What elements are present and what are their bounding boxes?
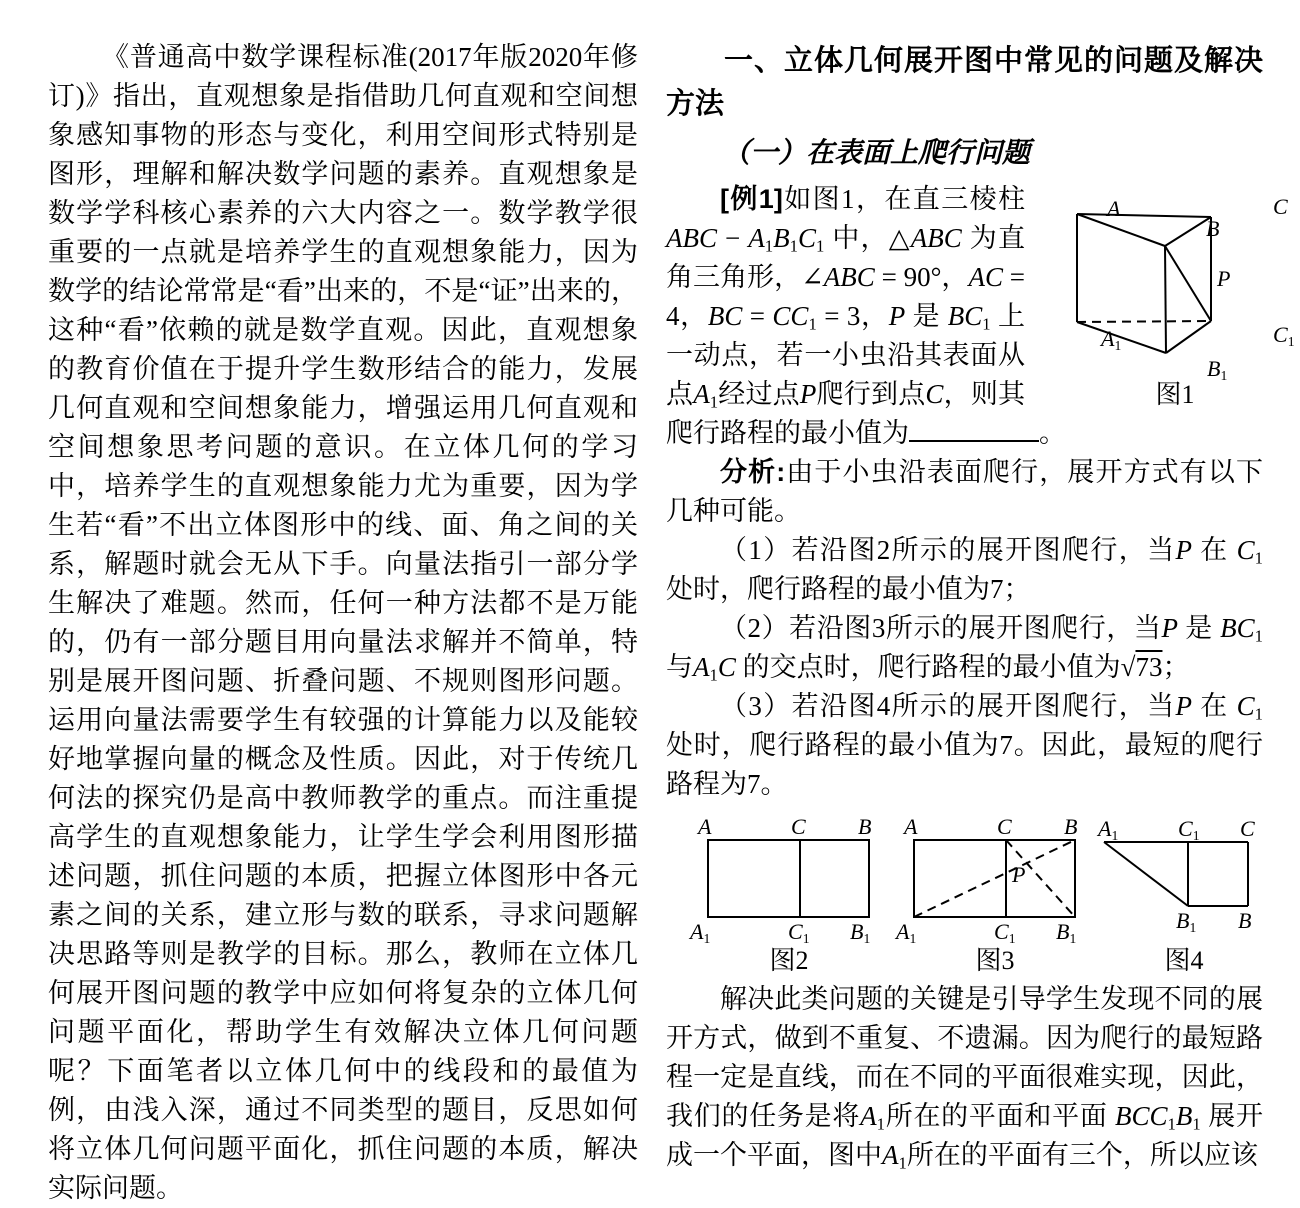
- vertex-label-B1: $B_1$: [1207, 356, 1228, 383]
- edge-B1C1: [1166, 321, 1211, 353]
- analysis-text: 由于小虫沿表面爬行，展开方式有以下几种可能。: [666, 457, 1263, 526]
- net2-label-C1: $C_1$: [788, 919, 810, 946]
- vertex-label-C1: $C_1$: [1273, 322, 1295, 349]
- prism-figure: [1033, 184, 1295, 383]
- net3-label-C1: $C_1$: [994, 919, 1016, 946]
- intro-paragraph: 《普通高中数学课程标准(2017年版2020年修订)》指出，直观想象是指借助几何直观和空间想象感知事物的形态与变化，利用空间形式特别是图形，理解和解决数学问题的素养。直观想象是数学学科核心素养的六大内容之一。数学教学很重要的一点就是培养学生的直观想象能力，因为数学的结论常常是“看”出来的，不是“证”出来的，这种“看”依赖的就是数学直观。因此，直观想象的教育价值在于提升学生数形结合的能力，发展几何直观和空间想象能力，增强运用几何直观和空间想象思考问题的意识。在立体几何的学习中，培养学生的直观想象能力尤为重要，因为学生若“看”不出立体图形中的线、面、角之间的关系，解题时就会无从下手。向量法指引一部分学生解决了难题。然而，任何一种方法都不是万能的，仍有一部分题目用向量法求解并不简单，特别是展开图问题、折叠问题、不规则图形问题。运用向量法需要学生有较强的计算能力以及能较好地掌握向量的概念及性质。因此，对于传统几何法的探究仍是高中教师教学的重点。而注重提高学生的直观想象能力，让学生学会利用图形描述问题，抓住问题的本质，把握立体图形中各元素之间的关系，建立形与数的联系，寻求问题解决思路等则是教学的目标。那么，教师在立体几何展开图问题的教学中应如何将复杂的立体几何问题平面化，帮助学生有效解决立体几何问题呢？下面笔者以立体几何中的线段和的最值为例，由浅入深，通过不同类型的题目，反思如何将立体几何问题平面化，抓住问题的本质，解决实际问题。: [48, 42, 638, 1203]
- edge-BB1: [1165, 246, 1166, 353]
- net4-label-C1: $C_1$: [1178, 816, 1200, 843]
- figure-4: [1098, 816, 1270, 976]
- net4-label-B1: $B_1$: [1176, 908, 1197, 935]
- left-column: [48, 38, 638, 1208]
- net4-label-C: C: [1240, 816, 1255, 841]
- net2-label-A: A: [698, 814, 712, 839]
- net3-label-A1: $A_1$: [896, 919, 917, 946]
- net2-label-B1: $B_1$: [850, 919, 871, 946]
- figure-3-caption: 图3: [975, 946, 1015, 975]
- vertex-label-B: B: [1206, 216, 1220, 241]
- vertex-label-A1: $A_1$: [1101, 326, 1122, 353]
- example-paragraph: [666, 180, 1295, 453]
- example-text: [例1]如图1，在直三棱柱 ABC − $A_1B_1C_1$ 中，△ABC 为直角三角形，∠ABC = 90°，AC = 4，BC = $CC_1 = 3$，P 是 $BC_1$ 上一动点，若一小虫沿其表面从点$A_1$经过点P爬行到点C，则其爬行路程的最小值为 。: [666, 184, 1066, 448]
- closing-paragraph: 解决此类问题的关键是引导学生发现不同的展开方式，做到不重复、不遗漏。因为爬行的最短路程一定是直线，而在不同的平面很难实现，因此，我们的任务是将$A_1$所在的平面和平面 $BCC_1B_1$ 展开成一个平面，图中$A_1$所在的平面有三个，所以应该: [666, 984, 1264, 1173]
- figure-4-caption: 图4: [1164, 946, 1204, 975]
- net3-label-C: C: [997, 814, 1012, 839]
- point-label-P: P: [1217, 266, 1231, 291]
- figure-1-caption: 图1: [1155, 380, 1195, 409]
- case-3-paragraph: （3）若沿图4所示的展开图爬行，当P 在 $C_1$ 处时，爬行路程的最小值为7。因此，最短的爬行路程为7。: [666, 691, 1264, 799]
- net3-label-A: A: [904, 814, 918, 839]
- net4-hypotenuse-A1B1: [1104, 842, 1188, 906]
- net2-label-A1: $A_1$: [690, 919, 711, 946]
- net2-label-C: C: [791, 814, 806, 839]
- net3-path-A1B-dashed: [914, 840, 1075, 917]
- net4-label-A1: $A_1$: [1098, 816, 1119, 843]
- vertex-label-A: A: [1107, 196, 1121, 221]
- net3-label-P: P: [1012, 862, 1026, 887]
- figure-2: [686, 816, 892, 976]
- subsection-heading: （一）在表面上爬行问题: [722, 138, 1031, 169]
- right-column: [666, 38, 1295, 1175]
- net4-label-B: B: [1238, 908, 1252, 933]
- figure-1: [1033, 184, 1295, 410]
- net3-label-B: B: [1064, 814, 1078, 839]
- net2-label-B: B: [858, 814, 872, 839]
- figure-2-caption: 图2: [769, 946, 809, 975]
- net2-rectangle: [708, 840, 869, 917]
- case-1-paragraph: （1）若沿图2所示的展开图爬行，当P 在 $C_1$ 处时，爬行路程的最小值为7；: [666, 535, 1264, 604]
- figure-3: [892, 816, 1098, 976]
- edge-A1C1-dashed: [1077, 321, 1211, 322]
- vertex-label-C: C: [1273, 194, 1288, 219]
- section-heading: 一、立体几何展开图中常见的问题及解决方法: [666, 45, 1263, 120]
- net3-label-B1: $B_1$: [1056, 919, 1077, 946]
- analysis-paragraph: [666, 453, 1263, 531]
- case-2-paragraph: （2）若沿图3所示的展开图爬行，当P 是 $BC_1$ 与$A_1C$ 的交点时，爬行路程的最小值为√73；: [666, 613, 1264, 685]
- unfolding-figures-row: [686, 814, 1255, 976]
- analysis-label: 分析:: [720, 457, 786, 487]
